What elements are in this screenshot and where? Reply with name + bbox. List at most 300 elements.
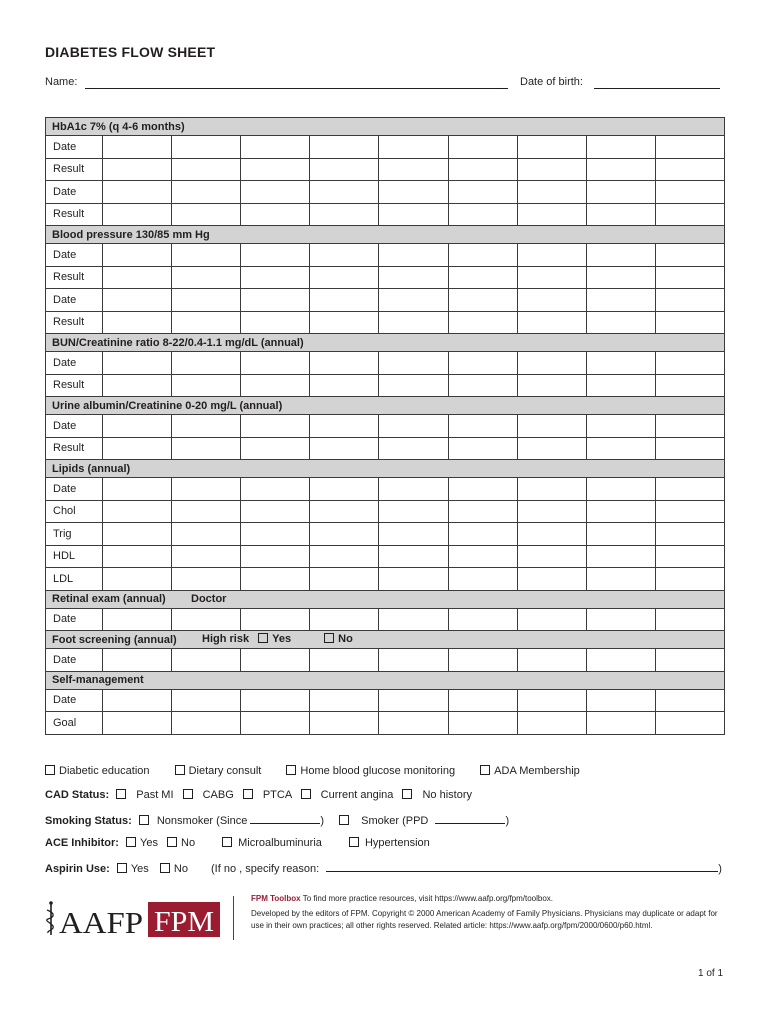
dietary-consult-checkbox[interactable]	[175, 765, 185, 775]
entry-cell[interactable]	[172, 608, 241, 631]
dob-label: Date of birth:	[520, 76, 583, 88]
entry-cell[interactable]	[241, 568, 310, 591]
entry-cell[interactable]	[655, 689, 724, 712]
page-title: DIABETES FLOW SHEET	[45, 44, 216, 60]
entry-cell[interactable]	[448, 136, 517, 159]
past-mi-label: Past MI	[136, 789, 174, 801]
row-label: Goal	[46, 712, 103, 735]
entry-cell[interactable]	[379, 500, 448, 523]
entry-cell[interactable]	[310, 478, 379, 501]
entry-cell[interactable]	[310, 649, 379, 672]
entry-cell[interactable]	[448, 311, 517, 334]
entry-cell[interactable]	[517, 437, 586, 460]
entry-cell[interactable]	[103, 500, 172, 523]
table-row	[46, 415, 725, 438]
entry-cell[interactable]	[310, 181, 379, 204]
entry-cell[interactable]	[517, 374, 586, 397]
toolbox-line	[251, 893, 721, 905]
entry-cell[interactable]	[379, 415, 448, 438]
ptca-checkbox[interactable]	[243, 789, 253, 799]
name-field[interactable]	[85, 88, 508, 89]
row-label: Result	[46, 266, 103, 289]
entry-cell[interactable]	[172, 689, 241, 712]
entry-cell[interactable]	[103, 136, 172, 159]
entry-cell[interactable]	[517, 608, 586, 631]
entry-cell[interactable]	[310, 500, 379, 523]
dietary-consult-label: Dietary consult	[188, 765, 262, 777]
smoking-status-label: Smoking Status:	[45, 815, 132, 827]
hypertension-label: Hypertension	[364, 837, 430, 849]
entry-cell[interactable]	[379, 158, 448, 181]
entry-cell[interactable]	[241, 244, 310, 267]
entry-cell[interactable]	[448, 568, 517, 591]
entry-cell[interactable]	[655, 203, 724, 226]
entry-cell[interactable]	[655, 181, 724, 204]
entry-cell[interactable]	[448, 478, 517, 501]
cabg-checkbox[interactable]	[183, 789, 193, 799]
entry-cell[interactable]	[586, 136, 655, 159]
table-row	[46, 244, 725, 267]
aspirin-use-label: Aspirin Use:	[45, 863, 110, 875]
entry-cell[interactable]	[310, 568, 379, 591]
entry-cell[interactable]	[517, 352, 586, 375]
row-label: Date	[46, 289, 103, 312]
entry-cell[interactable]	[586, 181, 655, 204]
entry-cell[interactable]	[517, 266, 586, 289]
entry-cell[interactable]	[517, 311, 586, 334]
entry-cell[interactable]	[103, 244, 172, 267]
entry-cell[interactable]	[586, 311, 655, 334]
entry-cell[interactable]	[448, 374, 517, 397]
entry-cell[interactable]	[586, 415, 655, 438]
entry-cell[interactable]	[241, 712, 310, 735]
entry-cell[interactable]	[379, 568, 448, 591]
entry-cell[interactable]	[241, 311, 310, 334]
entry-cell[interactable]	[103, 568, 172, 591]
diabetic-education-checkbox[interactable]	[45, 765, 55, 775]
entry-cell[interactable]	[103, 608, 172, 631]
high-risk-group	[202, 633, 353, 645]
entry-cell[interactable]	[241, 545, 310, 568]
fpm-wordmark: FPM	[154, 907, 215, 938]
entry-cell[interactable]	[448, 523, 517, 546]
entry-cell[interactable]	[310, 352, 379, 375]
entry-cell[interactable]	[310, 203, 379, 226]
row-label: Result	[46, 437, 103, 460]
entry-cell[interactable]	[241, 203, 310, 226]
entry-cell[interactable]	[586, 158, 655, 181]
aspirin-yes-label: Yes	[130, 863, 149, 875]
entry-cell[interactable]	[310, 689, 379, 712]
entry-cell[interactable]	[241, 649, 310, 672]
entry-cell[interactable]	[103, 649, 172, 672]
entry-cell[interactable]	[379, 352, 448, 375]
aspirin-reason-close: )	[718, 863, 722, 875]
entry-cell[interactable]	[103, 311, 172, 334]
current-angina-checkbox[interactable]	[301, 789, 311, 799]
entry-cell[interactable]	[379, 437, 448, 460]
entry-cell[interactable]	[448, 649, 517, 672]
row-label: Date	[46, 352, 103, 375]
entry-cell[interactable]	[172, 289, 241, 312]
entry-cell[interactable]	[172, 181, 241, 204]
entry-cell[interactable]	[448, 181, 517, 204]
entry-cell[interactable]	[586, 545, 655, 568]
entry-cell[interactable]	[172, 311, 241, 334]
table-row	[46, 689, 725, 712]
entry-cell[interactable]	[172, 545, 241, 568]
entry-cell[interactable]	[379, 649, 448, 672]
table-row	[46, 181, 725, 204]
entry-cell[interactable]	[241, 415, 310, 438]
ace-inhibitor-row	[45, 837, 430, 849]
entry-cell[interactable]	[655, 311, 724, 334]
section-header-row	[46, 460, 725, 478]
table-row	[46, 289, 725, 312]
entry-cell[interactable]	[379, 478, 448, 501]
current-angina-label: Current angina	[320, 789, 394, 801]
entry-cell[interactable]	[310, 712, 379, 735]
entry-cell[interactable]	[172, 523, 241, 546]
entry-cell[interactable]	[448, 203, 517, 226]
entry-cell[interactable]	[172, 649, 241, 672]
entry-cell[interactable]	[586, 500, 655, 523]
smoking-status-row	[45, 813, 509, 827]
entry-cell[interactable]	[517, 689, 586, 712]
no-history-checkbox[interactable]	[402, 789, 412, 799]
section-header-row	[46, 671, 725, 689]
table-row	[46, 649, 725, 672]
entry-cell[interactable]	[172, 352, 241, 375]
home-glucose-checkbox[interactable]	[286, 765, 296, 775]
page-number: 1 of 1	[698, 968, 724, 979]
entry-cell[interactable]	[379, 136, 448, 159]
ace-yes-checkbox[interactable]	[126, 837, 136, 847]
entry-cell[interactable]	[103, 689, 172, 712]
entry-cell[interactable]	[379, 244, 448, 267]
entry-cell[interactable]	[655, 478, 724, 501]
smoker-close: )	[505, 815, 510, 827]
entry-cell[interactable]	[655, 244, 724, 267]
entry-cell[interactable]	[103, 203, 172, 226]
table-row	[46, 311, 725, 334]
entry-cell[interactable]	[517, 500, 586, 523]
dob-field[interactable]	[594, 88, 720, 89]
aspirin-use-row	[45, 861, 722, 875]
entry-cell[interactable]	[241, 289, 310, 312]
entry-cell[interactable]	[517, 289, 586, 312]
entry-cell[interactable]	[379, 545, 448, 568]
entry-cell[interactable]	[586, 289, 655, 312]
entry-cell[interactable]	[448, 244, 517, 267]
entry-cell[interactable]	[379, 523, 448, 546]
section-title: Foot screening (annual)	[46, 631, 725, 649]
row-label: LDL	[46, 568, 103, 591]
entry-cell[interactable]	[655, 545, 724, 568]
ace-no-checkbox[interactable]	[167, 837, 177, 847]
table-row	[46, 608, 725, 631]
entry-cell[interactable]	[517, 712, 586, 735]
entry-cell[interactable]	[655, 568, 724, 591]
row-label: Date	[46, 689, 103, 712]
entry-cell[interactable]	[103, 374, 172, 397]
entry-cell[interactable]	[310, 415, 379, 438]
table-row	[46, 568, 725, 591]
entry-cell[interactable]	[586, 244, 655, 267]
cad-status-row	[45, 789, 472, 801]
table-row	[46, 136, 725, 159]
microalbuminuria-label: Microalbuminuria	[238, 837, 322, 849]
entry-cell[interactable]	[655, 266, 724, 289]
entry-cell[interactable]	[379, 374, 448, 397]
entry-cell[interactable]	[241, 689, 310, 712]
entry-cell[interactable]	[241, 266, 310, 289]
entry-cell[interactable]	[586, 649, 655, 672]
entry-cell[interactable]	[379, 311, 448, 334]
ada-membership-checkbox[interactable]	[480, 765, 490, 775]
entry-cell[interactable]	[655, 136, 724, 159]
entry-cell[interactable]	[172, 374, 241, 397]
entry-cell[interactable]	[103, 437, 172, 460]
entry-cell[interactable]	[517, 478, 586, 501]
high-risk-yes-checkbox[interactable]	[258, 633, 268, 643]
entry-cell[interactable]	[103, 712, 172, 735]
table-row	[46, 545, 725, 568]
entry-cell[interactable]	[655, 158, 724, 181]
entry-cell[interactable]	[586, 352, 655, 375]
entry-cell[interactable]	[103, 545, 172, 568]
entry-cell[interactable]	[172, 136, 241, 159]
entry-cell[interactable]	[310, 437, 379, 460]
aafp-wordmark: AAFP	[59, 905, 143, 938]
entry-cell[interactable]	[655, 500, 724, 523]
section-title: BUN/Creatinine ratio 8-22/0.4-1.1 mg/dL (annual)	[46, 334, 725, 352]
entry-cell[interactable]	[103, 523, 172, 546]
entry-cell[interactable]	[517, 158, 586, 181]
entry-cell[interactable]	[172, 437, 241, 460]
entry-cell[interactable]	[172, 158, 241, 181]
entry-cell[interactable]	[586, 203, 655, 226]
entry-cell[interactable]	[448, 415, 517, 438]
entry-cell[interactable]	[517, 568, 586, 591]
row-label: Date	[46, 181, 103, 204]
caduceus-icon	[47, 901, 53, 935]
section-title: Blood pressure 130/85 mm Hg	[46, 226, 725, 244]
entry-cell[interactable]	[103, 266, 172, 289]
ptca-label: PTCA	[262, 789, 292, 801]
entry-cell[interactable]	[448, 158, 517, 181]
smoker-checkbox[interactable]	[339, 815, 349, 825]
entry-cell[interactable]	[517, 545, 586, 568]
entry-cell[interactable]	[310, 523, 379, 546]
entry-cell[interactable]	[655, 374, 724, 397]
entry-cell[interactable]	[241, 181, 310, 204]
entry-cell[interactable]	[379, 181, 448, 204]
entry-cell[interactable]	[448, 608, 517, 631]
entry-cell[interactable]	[655, 437, 724, 460]
section-title: Retinal exam (annual)	[46, 590, 725, 608]
entry-cell[interactable]	[310, 374, 379, 397]
footer-divider	[233, 896, 234, 940]
entry-cell[interactable]	[655, 523, 724, 546]
aspirin-no-checkbox[interactable]	[160, 863, 170, 873]
high-risk-no-checkbox[interactable]	[324, 633, 334, 643]
table-row	[46, 478, 725, 501]
entry-cell[interactable]	[103, 158, 172, 181]
entry-cell[interactable]	[172, 266, 241, 289]
entry-cell[interactable]	[172, 712, 241, 735]
entry-cell[interactable]	[655, 289, 724, 312]
cabg-label: CABG	[202, 789, 234, 801]
entry-cell[interactable]	[172, 415, 241, 438]
entry-cell[interactable]	[655, 415, 724, 438]
aspirin-yes-checkbox[interactable]	[117, 863, 127, 873]
entry-cell[interactable]	[655, 649, 724, 672]
high-risk-yes-label: Yes	[272, 633, 292, 645]
entry-cell[interactable]	[103, 352, 172, 375]
entry-cell[interactable]	[172, 244, 241, 267]
entry-cell[interactable]	[586, 608, 655, 631]
entry-cell[interactable]	[172, 203, 241, 226]
entry-cell[interactable]	[586, 437, 655, 460]
entry-cell[interactable]	[379, 712, 448, 735]
entry-cell[interactable]	[310, 289, 379, 312]
smoker-ppd-field[interactable]	[435, 813, 505, 824]
no-history-label: No history	[422, 789, 473, 801]
name-label: Name:	[45, 76, 78, 88]
entry-cell[interactable]	[586, 523, 655, 546]
entry-cell[interactable]	[655, 352, 724, 375]
section-header-row	[46, 590, 725, 608]
entry-cell[interactable]	[310, 608, 379, 631]
row-label: Result	[46, 311, 103, 334]
entry-cell[interactable]	[310, 244, 379, 267]
entry-cell[interactable]	[310, 266, 379, 289]
entry-cell[interactable]	[172, 500, 241, 523]
entry-cell[interactable]	[310, 136, 379, 159]
entry-cell[interactable]	[241, 437, 310, 460]
entry-cell[interactable]	[103, 289, 172, 312]
entry-cell[interactable]	[448, 689, 517, 712]
row-label: Result	[46, 374, 103, 397]
aspirin-reason-field[interactable]	[326, 861, 718, 872]
ace-no-label: No	[181, 837, 196, 849]
entry-cell[interactable]	[241, 523, 310, 546]
entry-cell[interactable]	[517, 244, 586, 267]
entry-cell[interactable]	[241, 608, 310, 631]
entry-cell[interactable]	[655, 608, 724, 631]
entry-cell[interactable]	[448, 712, 517, 735]
nonsmoker-close: )	[320, 815, 325, 827]
entry-cell[interactable]	[310, 311, 379, 334]
nonsmoker-since-field[interactable]	[250, 813, 320, 824]
entry-cell[interactable]	[586, 374, 655, 397]
table-row	[46, 352, 725, 375]
entry-cell[interactable]	[448, 545, 517, 568]
entry-cell[interactable]	[517, 415, 586, 438]
footer	[45, 893, 725, 953]
high-risk-label: High risk	[202, 633, 250, 645]
entry-cell[interactable]	[517, 523, 586, 546]
developed-text: Developed by the editors of FPM. Copyright © 2000 American Academy of Family Physicians. Physicians may duplicate or adapt for use in their own practices; all other rights reserved. Related article: https://www.aafp.org/fpm/2000/0600/p60.html.	[251, 909, 718, 930]
microalbuminuria-checkbox[interactable]	[222, 837, 232, 847]
entry-cell[interactable]	[310, 545, 379, 568]
ace-yes-label: Yes	[140, 837, 158, 849]
section-header-row	[46, 631, 725, 649]
row-label: Date	[46, 608, 103, 631]
table-row	[46, 523, 725, 546]
row-label: Date	[46, 415, 103, 438]
entry-cell[interactable]	[103, 415, 172, 438]
entry-cell[interactable]	[241, 500, 310, 523]
entry-cell[interactable]	[586, 712, 655, 735]
section-title: Lipids (annual)	[46, 460, 725, 478]
nonsmoker-checkbox[interactable]	[139, 815, 149, 825]
entry-cell[interactable]	[586, 266, 655, 289]
entry-cell[interactable]	[517, 203, 586, 226]
section-header-row	[46, 397, 725, 415]
entry-cell[interactable]	[379, 608, 448, 631]
row-label: Date	[46, 244, 103, 267]
row-label: Result	[46, 203, 103, 226]
entry-cell[interactable]	[241, 136, 310, 159]
entry-cell[interactable]	[241, 374, 310, 397]
table-row	[46, 712, 725, 735]
entry-cell[interactable]	[379, 266, 448, 289]
entry-cell[interactable]	[517, 136, 586, 159]
entry-cell[interactable]	[241, 478, 310, 501]
entry-cell[interactable]	[172, 568, 241, 591]
past-mi-checkbox[interactable]	[116, 789, 126, 799]
entry-cell[interactable]	[379, 289, 448, 312]
entry-cell[interactable]	[103, 181, 172, 204]
table-row	[46, 266, 725, 289]
entry-cell[interactable]	[379, 689, 448, 712]
entry-cell[interactable]	[448, 266, 517, 289]
entry-cell[interactable]	[655, 712, 724, 735]
entry-cell[interactable]	[241, 352, 310, 375]
entry-cell[interactable]	[448, 500, 517, 523]
entry-cell[interactable]	[586, 478, 655, 501]
row-label: Date	[46, 136, 103, 159]
entry-cell[interactable]	[172, 478, 241, 501]
row-label: Date	[46, 478, 103, 501]
entry-cell[interactable]	[448, 289, 517, 312]
entry-cell[interactable]	[586, 568, 655, 591]
hypertension-checkbox[interactable]	[349, 837, 359, 847]
toolbox-label: FPM Toolbox	[251, 894, 301, 903]
entry-cell[interactable]	[517, 181, 586, 204]
entry-cell[interactable]	[517, 649, 586, 672]
table-row	[46, 158, 725, 181]
table-row	[46, 437, 725, 460]
entry-cell[interactable]	[586, 689, 655, 712]
section-header-row	[46, 118, 725, 136]
entry-cell[interactable]	[310, 158, 379, 181]
aspirin-no-label: No	[173, 863, 188, 875]
entry-cell[interactable]	[241, 158, 310, 181]
entry-cell[interactable]	[448, 352, 517, 375]
section-header-row	[46, 334, 725, 352]
entry-cell[interactable]	[379, 203, 448, 226]
table-row	[46, 203, 725, 226]
entry-cell[interactable]	[103, 478, 172, 501]
entry-cell[interactable]	[448, 437, 517, 460]
section-title: Urine albumin/Creatinine 0-20 mg/L (annual)	[46, 397, 725, 415]
doctor-label: Doctor	[191, 592, 227, 605]
table-row	[46, 374, 725, 397]
aafp-fpm-logo	[45, 900, 221, 938]
